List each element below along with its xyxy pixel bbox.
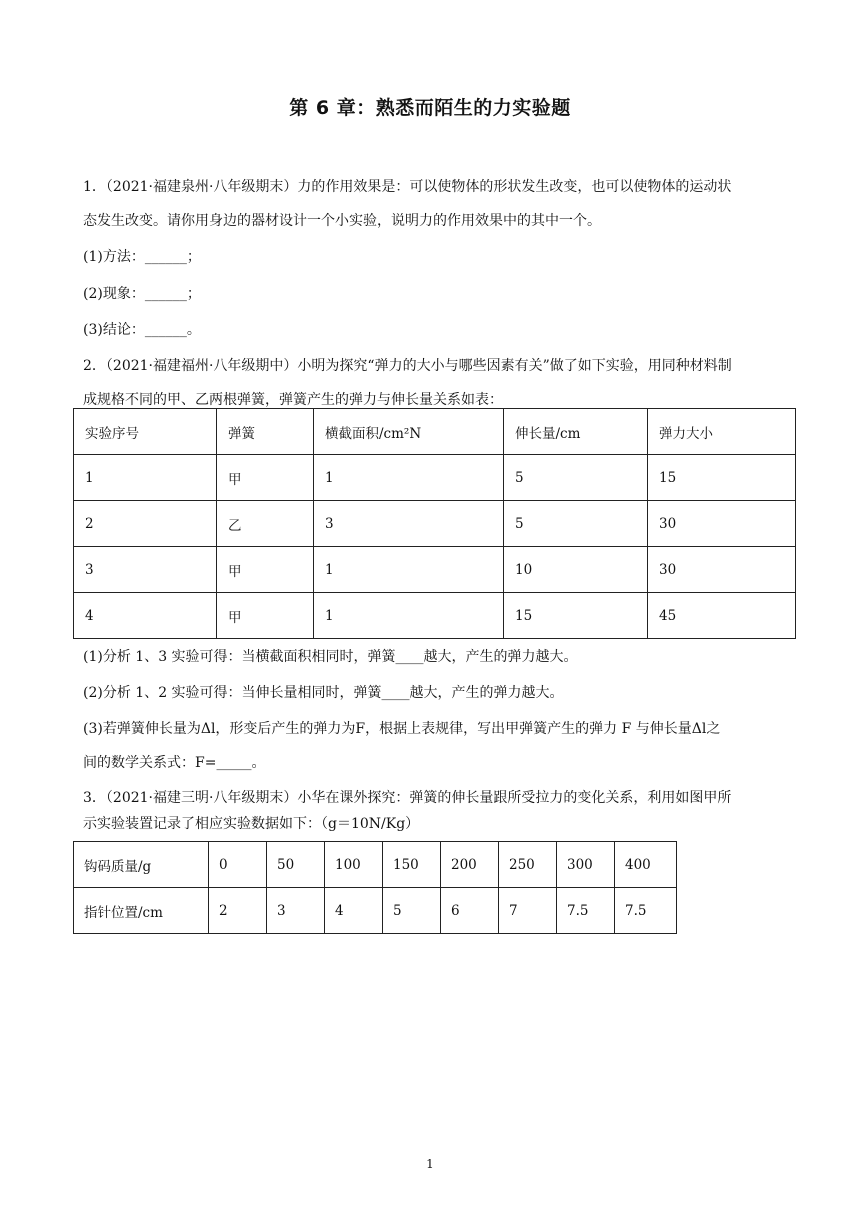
table-cell: 7.5 — [615, 888, 677, 934]
table-header-cell: 弹簧 — [217, 409, 314, 455]
table-cell: 200 — [441, 842, 499, 888]
question-1-line-2: 态发生改变。请你用身边的器材设计一个小实验，说明力的作用效果中的其中一个。 — [83, 213, 601, 229]
table-cell: 100 — [325, 842, 383, 888]
question-1-line-1: 1．（2021·福建泉州·八年级期末）力的作用效果是：可以使物体的形状发生改变，也可以使物体的运动状 — [83, 179, 732, 195]
table-cell: 2 — [74, 501, 217, 547]
page-title: 第 6 章：熟悉而陌生的力实验题 — [289, 97, 571, 119]
table-header-cell: 实验序号 — [74, 409, 217, 455]
question-2-part-3-line-2: 间的数学关系式：F=_____。 — [83, 755, 266, 771]
question-1-part-3: (3)结论：______。 — [83, 322, 201, 338]
question-2-part-1: (1)分析 1、3 实验可得：当横截面积相同时，弹簧____越大，产生的弹力越大。 — [83, 649, 578, 665]
table-cell: 45 — [648, 593, 796, 639]
table-cell: 7 — [499, 888, 557, 934]
table-cell: 1 — [314, 547, 504, 593]
table-cell: 300 — [557, 842, 615, 888]
table-cell: 30 — [648, 501, 796, 547]
spring-force-table — [73, 408, 796, 639]
table-cell: 7.5 — [557, 888, 615, 934]
table-cell: 1 — [314, 593, 504, 639]
table-cell: 甲 — [217, 455, 314, 501]
table-header-cell: 横截面积/cm²N — [314, 409, 504, 455]
table-row — [74, 842, 677, 888]
table-cell: 3 — [314, 501, 504, 547]
table-cell: 5 — [504, 501, 648, 547]
table-cell: 4 — [325, 888, 383, 934]
question-2-part-3-line-1: (3)若弹簧伸长量为Δl，形变后产生的弹力为F，根据上表规律，写出甲弹簧产生的弹力 F 与伸长量Δl之 — [83, 721, 721, 737]
table-cell: 5 — [383, 888, 441, 934]
question-1-part-2: (2)现象：______； — [83, 286, 201, 302]
table-cell: 15 — [504, 593, 648, 639]
table-cell: 250 — [499, 842, 557, 888]
table-cell: 1 — [314, 455, 504, 501]
table-cell: 6 — [441, 888, 499, 934]
table-cell: 3 — [74, 547, 217, 593]
table-cell: 15 — [648, 455, 796, 501]
table-header-cell: 弹力大小 — [648, 409, 796, 455]
table-cell: 0 — [209, 842, 267, 888]
table-cell: 2 — [209, 888, 267, 934]
table-row — [74, 501, 796, 547]
table-cell: 10 — [504, 547, 648, 593]
table-cell: 5 — [504, 455, 648, 501]
table-row-header: 钩码质量/g — [74, 842, 209, 888]
table-cell: 甲 — [217, 593, 314, 639]
table-cell: 甲 — [217, 547, 314, 593]
table-cell: 50 — [267, 842, 325, 888]
table-row — [74, 547, 796, 593]
question-3-line-2: 示实验装置记录了相应实验数据如下：（g＝10N/Kg） — [83, 816, 420, 832]
table-header-row — [74, 409, 796, 455]
table-cell: 150 — [383, 842, 441, 888]
table-row — [74, 455, 796, 501]
table-cell: 乙 — [217, 501, 314, 547]
question-1-part-1: (1)方法：______； — [83, 249, 201, 265]
table-cell: 4 — [74, 593, 217, 639]
page-number: 1 — [426, 1157, 434, 1171]
table-cell: 3 — [267, 888, 325, 934]
table-row — [74, 593, 796, 639]
table-cell: 30 — [648, 547, 796, 593]
table-cell: 400 — [615, 842, 677, 888]
table-row-header: 指针位置/cm — [74, 888, 209, 934]
question-2-line-2: 成规格不同的甲、乙两根弹簧，弹簧产生的弹力与伸长量关系如表： — [83, 392, 503, 408]
table-cell: 1 — [74, 455, 217, 501]
question-2-part-2: (2)分析 1、2 实验可得：当伸长量相同时，弹簧____越大，产生的弹力越大。 — [83, 685, 564, 701]
table-row — [74, 888, 677, 934]
hook-mass-table — [73, 841, 677, 934]
table-header-cell: 伸长量/cm — [504, 409, 648, 455]
question-3-line-1: 3．（2021·福建三明·八年级期末）小华在课外探究：弹簧的伸长量跟所受拉力的变化关系，利用如图甲所 — [83, 790, 732, 806]
question-2-line-1: 2．（2021·福建福州·八年级期中）小明为探究“弹力的大小与哪些因素有关”做了如下实验，用同种材料制 — [83, 358, 732, 374]
